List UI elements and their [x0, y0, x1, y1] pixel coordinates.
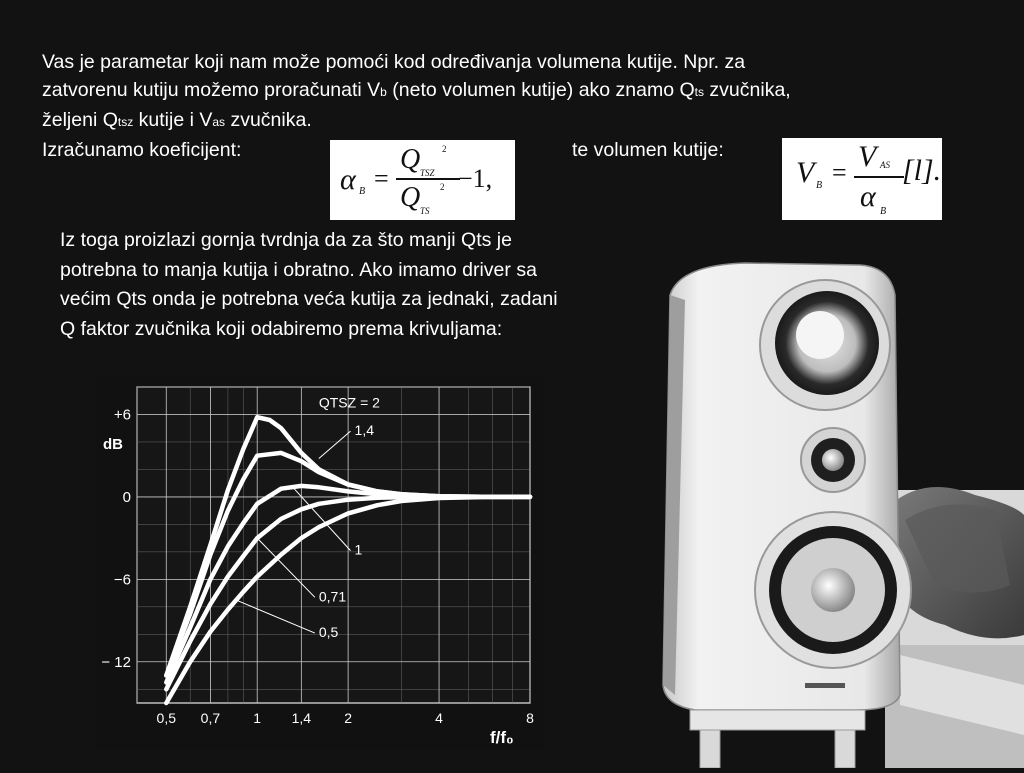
- stand-top: [690, 710, 865, 730]
- paragraph-line-3: većim Qts onda je potrebna veća kutija za jednaki, zadani: [60, 288, 558, 310]
- intro-line-2-c: zvučnika,: [704, 79, 791, 101]
- intro-line-1-text: Vas je parametar koji nam može pomoći kod određivanja volumena kutije. Npr. za: [42, 51, 746, 73]
- intro-line-3-c: zvučnika.: [225, 109, 312, 131]
- vb-symbol: V: [796, 156, 815, 189]
- vas-formula-subscript: AS: [880, 160, 890, 170]
- speaker-illustration: [655, 255, 1024, 768]
- numerator-q: Q: [400, 144, 421, 175]
- vas-subscript: as: [212, 115, 226, 129]
- intro-line-3-a: željeni Q: [42, 109, 118, 131]
- y-tick-label: − 12: [101, 653, 131, 671]
- explanation-paragraph: [60, 226, 660, 344]
- minus-one: −1,: [458, 164, 493, 193]
- intro-line-2-b: (neto volumen kutije) ako znamo Q: [386, 79, 695, 101]
- vb-subscript: b: [380, 85, 387, 99]
- vb-formula-subscript: B: [816, 180, 823, 191]
- equals-sign: =: [374, 164, 389, 193]
- qtsz-subscript: tsz: [117, 115, 134, 129]
- alpha-denominator-subscript: B: [880, 205, 887, 217]
- y-tick-label: +6: [113, 406, 131, 424]
- stand-leg-left: [700, 730, 720, 768]
- vas-symbol: V: [858, 140, 877, 173]
- brand-badge: [805, 683, 845, 688]
- equals-sign-vb: =: [832, 158, 847, 187]
- volume-label: te volumen kutije:: [572, 139, 724, 161]
- curve-label: 0,5: [318, 624, 339, 641]
- lower-driver-phase-plug: [811, 568, 855, 612]
- speaker-image: [655, 255, 1024, 768]
- alpha-symbol: α: [340, 163, 356, 196]
- alpha-denominator: α: [860, 179, 876, 213]
- denominator-subscript: TS: [420, 205, 430, 216]
- curve-label: 0,71: [318, 588, 347, 605]
- x-tick-label: 4: [435, 710, 443, 726]
- x-tick-label: 2: [344, 710, 353, 726]
- x-tick-label: 1: [253, 710, 262, 726]
- intro-line-3-b: kutije i V: [133, 109, 213, 131]
- curve-label: QTSZ = 2: [318, 394, 380, 411]
- paragraph-line-4: Q faktor zvučnika koji odabiremo prema krivuljama:: [60, 317, 503, 340]
- tweeter-dome: [822, 449, 844, 471]
- chart-svg: [95, 375, 545, 750]
- stand-leg-right: [835, 730, 855, 768]
- formula-vb: [782, 138, 942, 220]
- y-axis-label: dB: [103, 435, 123, 453]
- denominator-superscript: 2: [440, 181, 445, 192]
- curve-label: 1,4: [354, 422, 375, 439]
- qts-subscript: ts: [694, 85, 705, 99]
- paragraph-line-1: Iz toga proizlazi gornja tvrdnja da za što manji Qts je: [60, 229, 512, 251]
- y-tick-label: −6: [113, 571, 131, 589]
- x-tick-label: 0,5: [156, 710, 177, 726]
- x-tick-label: 1,4: [291, 710, 312, 726]
- x-tick-label: 0,7: [200, 710, 221, 726]
- intro-line-3: [42, 106, 1002, 136]
- formula-alpha-b: [330, 140, 515, 220]
- intro-line-2-a: zatvorenu kutiju možemo proračunati V: [42, 79, 381, 101]
- vb-fraction: [854, 140, 904, 217]
- y-tick-label: 0: [122, 488, 131, 506]
- upper-driver-dustcap: [796, 311, 844, 359]
- litre-unit: [l].: [902, 154, 942, 187]
- intro-line-1: [42, 48, 1002, 76]
- coefficient-label: Izračunamo koeficijent:: [42, 139, 242, 161]
- alpha-subscript: B: [359, 186, 366, 197]
- x-tick-label: 8: [526, 710, 534, 726]
- paragraph-line-2: potrebna to manja kutija i obratno. Ako imamo driver sa: [60, 258, 537, 281]
- curve-label: 1: [354, 541, 363, 558]
- numerator-subscript: TSZ: [420, 168, 435, 178]
- x-axis-label: f/f₀: [490, 728, 514, 747]
- alpha-fraction: [396, 144, 460, 216]
- intro-line-2: [42, 76, 1002, 106]
- frequency-response-chart: [95, 375, 545, 750]
- numerator-superscript: 2: [442, 144, 447, 154]
- denominator-q: Q: [400, 181, 421, 213]
